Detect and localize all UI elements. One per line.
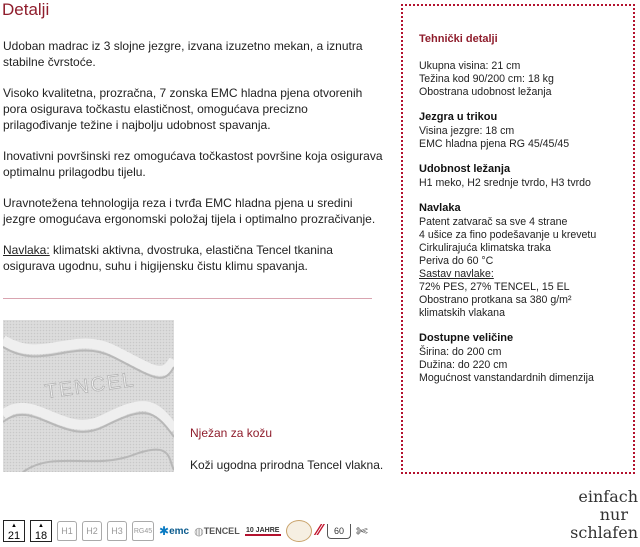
tech-cover-material-label: Sastav navlake: [419,268,494,280]
tech-title: Tehnički detalji [419,33,498,45]
tech-line: EMC hladna pjena RG 45/45/45 [419,138,570,150]
zipper-icon: ✄ [356,522,368,539]
description-paragraph: Inovativni površinski rez omogućava točkastost površine koja osigurava optimalnu prilagodbu tijelu. [3,149,383,179]
tech-section-title: Dostupne veličine [419,332,514,344]
warranty-icon: 10 JAHRE [245,526,280,534]
tech-core [419,111,631,151]
density-icon: RG45 [132,521,154,541]
tech-overview [419,60,631,99]
tech-cover [419,202,631,320]
tech-section-title: Udobnost ležanja [419,163,511,175]
brand-logo [552,488,638,542]
tech-line: Obostrana udobnost ležanja [419,86,552,98]
cover-label: Navlaka: [3,243,50,257]
feature-icons-bar [3,518,368,544]
tech-line: Težina kod 90/200 cm: 18 kg [419,73,554,85]
brand-line: nur [599,505,628,524]
tech-line: Cirkulirajuća klimatska traka [419,242,551,254]
feature-text: Koži ugodna prirodna Tencel vlakna. [190,458,384,472]
description-paragraph: Visoko kvalitetna, prozračna, 7 zonska EMC hladna pjena otvorenih pora osigurava točkastu elastičnost, omogućava precizno prilagođivanje težine i najbolju udobnost spavanja. [3,86,363,132]
tech-line: Obostrano protkana sa 380 g/m² [419,294,572,306]
total-height-icon: ▲ 21 [3,520,25,542]
firmness-h2-icon: H2 [82,521,102,541]
tech-section-title: Navlaka [419,202,461,214]
tech-section-title: Jezgra u trikou [419,111,498,123]
description-paragraph: Udoban madrac iz 3 slojne jezgre, izvana izuzetno mekan, a iznutra stabilne čvrstoće. [3,39,363,69]
brand-line: einfach [578,487,638,506]
brand-line: schlafen [570,523,638,542]
description [3,38,383,289]
fabric-brand-text: TENCEL [43,368,137,404]
tech-line: H1 meko, H2 srednje tvrdo, H3 tvrdo [419,177,591,189]
feature-heading: Nježan za kožu [190,426,273,440]
tech-line: Visina jezgre: 18 cm [419,125,515,137]
tech-line: Patent zatvarač sa sve 4 strane [419,216,568,228]
made-in-germany-icon: ⁄⁄ [316,522,323,539]
description-paragraph: Uravnotežena tehnologija reza i tvrđa EMC hladna pjena u sredini jezgre omogućava ergonomski položaj tijela i optimalno prozračivanje. [3,196,376,226]
tech-line: Mogućnost vanstandardnih dimenzija [419,372,594,384]
page-title: Detalji [2,0,50,19]
tech-comfort [419,163,631,190]
tech-sizes [419,332,631,385]
divider [3,298,372,299]
firmness-h1-icon: H1 [57,521,77,541]
tech-line: 4 ušice za fino podešavanje u krevetu [419,229,597,241]
certificate-icon [286,520,312,542]
core-height-icon: ▲ 18 [30,520,52,542]
tech-line: Širina: do 200 cm [419,346,502,358]
technical-details-box [401,4,635,474]
tech-line: 72% PES, 27% TENCEL, 15 EL [419,281,570,293]
tech-line: Periva do 60 °C [419,255,494,267]
tech-line: Dužina: do 220 cm [419,359,508,371]
tech-line: klimatskih vlakana [419,307,505,319]
firmness-h3-icon: H3 [107,521,127,541]
tech-line: Ukupna visina: 21 cm [419,60,521,72]
description-paragraph [3,242,383,274]
fabric-image [3,320,174,472]
emc-logo-icon: ✱ emc [159,524,190,538]
tencel-logo-icon: ◍ TENCEL [194,525,240,538]
cover-text: klimatski aktivna, dvostruka, elastična Tencel tkanina osigurava ugodnu, suhu i higijensku čistu klimu spavanja. [3,243,333,273]
wash-icon: 60 [327,524,351,539]
